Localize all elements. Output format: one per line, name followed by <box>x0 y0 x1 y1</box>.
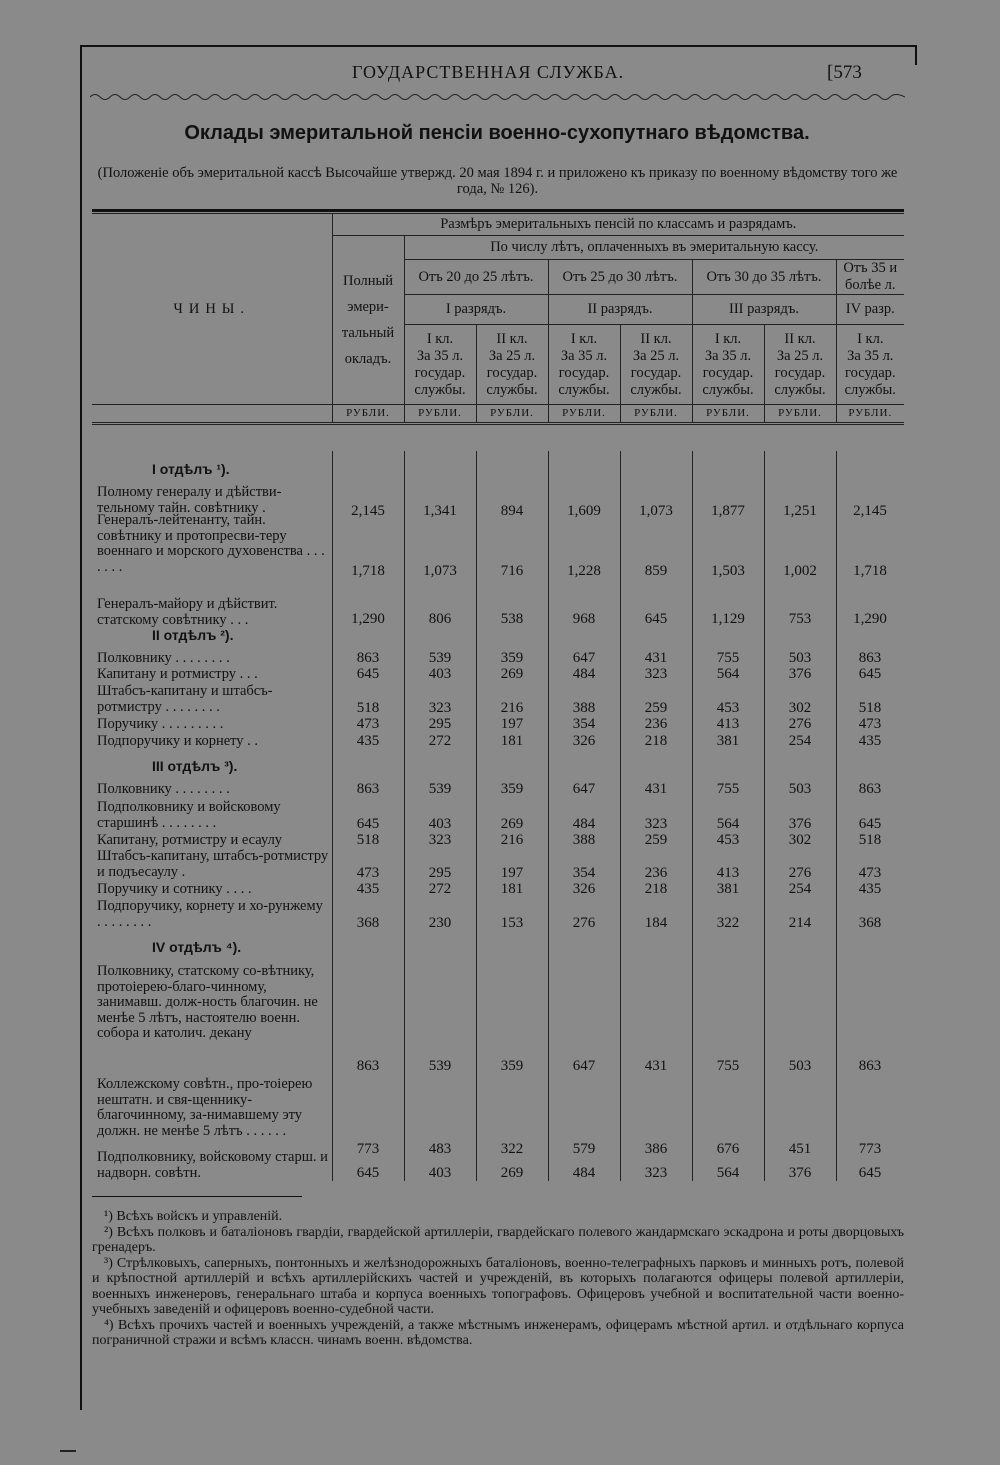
value-cell: 413 <box>716 716 740 732</box>
value-cell: 806 <box>428 611 452 627</box>
value-cell: 539 <box>428 781 452 797</box>
unit-label: РУБЛИ. <box>692 405 764 424</box>
value-cell: 322 <box>500 1141 524 1157</box>
rank-label: Подполковнику, войсковому старш. и надворн. совѣтн. <box>97 1149 328 1181</box>
margin-rule-right <box>915 45 917 65</box>
value-cell: 435 <box>356 733 380 749</box>
header-wavy-rule <box>90 92 905 102</box>
value-cell: 451 <box>788 1141 812 1157</box>
category-1: I разрядъ. <box>404 295 548 325</box>
unit-label: РУБЛИ. <box>764 405 836 424</box>
value-cell: 359 <box>500 1058 524 1074</box>
value-cell: 216 <box>500 700 524 716</box>
value-cell: 295 <box>428 865 452 881</box>
value-cell: 1,251 <box>783 503 817 519</box>
rank-label: Коллежскому совѣтн., про-тоіерею нештатн. и свя-щеннику-благочинному, за-нимавшему эту должн. не менѣе 5 лѣтъ . . . . . . <box>97 1076 313 1139</box>
value-cell: 1,718 <box>853 563 887 579</box>
value-cell: 259 <box>644 700 668 716</box>
value-cell: 564 <box>716 816 740 832</box>
value-cell: 863 <box>858 781 882 797</box>
value-cell: 1,002 <box>783 563 817 579</box>
value-cell: 323 <box>428 700 452 716</box>
value-cell: 503 <box>788 1058 812 1074</box>
value-cell: 276 <box>788 716 812 732</box>
value-cell: 1,129 <box>711 611 745 627</box>
class-cell <box>548 325 620 405</box>
rank-label: Полковнику, статскому со-вѣтнику, протоіерею-благо-чинному, занимавш. долж-ность благочин. не менѣе 5 лѣтъ, настоятелю военн. собора и католич. декану <box>97 963 318 1041</box>
rank-label: Подпоручику и корнету . . <box>97 733 259 749</box>
value-cell: 484 <box>572 1165 596 1181</box>
value-cell: 214 <box>788 915 812 931</box>
class-cell <box>692 325 764 405</box>
years-paid-header: По числу лѣтъ, оплаченныхъ въ эмеритальную кассу. <box>404 236 904 260</box>
value-cell: 645 <box>356 816 380 832</box>
value-cell: 376 <box>788 1165 812 1181</box>
value-cell: 326 <box>572 881 596 897</box>
value-cell: 197 <box>500 716 524 732</box>
value-cell: 322 <box>716 915 740 931</box>
category-3: III разрядъ. <box>692 295 836 325</box>
category-4: IV разр. <box>836 295 904 325</box>
value-cell: 539 <box>428 650 452 666</box>
value-cell: 473 <box>858 716 882 732</box>
value-cell: 431 <box>644 781 668 797</box>
value-cell: 435 <box>858 733 882 749</box>
service-label: За 35 л. государ. службы. <box>844 347 896 398</box>
value-cell: 381 <box>716 881 740 897</box>
value-cell: 153 <box>500 915 524 931</box>
service-label: За 25 л. государ. службы. <box>486 347 538 398</box>
value-cell: 755 <box>716 1058 740 1074</box>
value-cell: 269 <box>500 666 524 682</box>
value-cell: 197 <box>500 865 524 881</box>
period-25-30: Отъ 25 до 30 лѣтъ. <box>548 260 692 295</box>
value-cell: 755 <box>716 650 740 666</box>
value-cell: 483 <box>428 1141 452 1157</box>
value-cell: 716 <box>500 563 524 579</box>
rank-label: Поручику . . . . . . . . . <box>97 716 224 732</box>
rank-label: Капитану и ротмистру . . . <box>97 666 258 682</box>
value-cell: 1,877 <box>711 503 745 519</box>
value-cell: 1,073 <box>423 563 457 579</box>
value-cell: 435 <box>858 881 882 897</box>
value-cell: 863 <box>356 650 380 666</box>
value-cell: 859 <box>644 563 668 579</box>
class-label: I кл. <box>857 330 884 347</box>
page-subtitle: (Положеніе объ эмеритальной кассѣ Высочайше утвержд. 20 мая 1894 г. и приложено къ приказу по военному вѣдомству того же года, № 126). <box>97 165 898 197</box>
value-cell: 453 <box>716 832 740 848</box>
value-cell: 354 <box>572 865 596 881</box>
value-cell: 645 <box>858 666 882 682</box>
margin-rule-left <box>80 45 82 1410</box>
service-label: За 25 л. государ. службы. <box>774 347 826 398</box>
value-cell: 1,290 <box>853 611 887 627</box>
value-cell: 276 <box>572 915 596 931</box>
value-cell: 403 <box>428 666 452 682</box>
value-cell: 645 <box>356 1165 380 1181</box>
value-cell: 968 <box>572 611 596 627</box>
value-cell: 894 <box>500 503 524 519</box>
value-cell: 647 <box>572 1058 596 1074</box>
value-cell: 218 <box>644 881 668 897</box>
value-cell: 1,290 <box>351 611 385 627</box>
footnote: ³) Стрѣлковыхъ, саперныхъ, понтонныхъ и желѣзнодорожныхъ баталіоновъ, военно-телеграфныхъ парковъ и минныхъ ротъ, полевой и крѣпостной артиллерій и всѣхъ артиллерійскихъ частей и учрежденій, въ которыхъ полагаются офицеры полевой артиллеріи, военныхъ инженеровъ, генеральнаго штаба и корпуса военныхъ топографовъ. Офицеровъ учебной и воспитательной части военно-учебныхъ заведеній и офицеровъ военно-судебной части. <box>92 1255 904 1317</box>
value-cell: 564 <box>716 666 740 682</box>
value-cell: 181 <box>500 733 524 749</box>
value-cell: 473 <box>858 865 882 881</box>
value-cell: 645 <box>858 1165 882 1181</box>
class-cell <box>836 325 904 405</box>
class-label: II кл. <box>496 330 528 347</box>
section-title: IV отдѣлъ ⁴). <box>152 939 242 955</box>
value-cell: 1,503 <box>711 563 745 579</box>
value-cell: 755 <box>716 781 740 797</box>
value-cell: 302 <box>788 700 812 716</box>
title-rule <box>92 209 904 212</box>
rank-label: Подпоручику, корнету и хо-рунжему . . . . . . . . <box>97 898 323 930</box>
section-title: I отдѣлъ ¹). <box>152 461 230 477</box>
value-cell: 236 <box>644 865 668 881</box>
footnote: ⁴) Всѣхъ прочихъ частей и военныхъ учрежденій, а также мѣстнымъ инженерамъ, офицерамъ мѣстной артил. и отдѣльнаго корпуса пограничной стражи и всѣмъ классн. чинамъ военн. вѣдомства. <box>92 1317 904 1348</box>
rank-label: Штабсъ-капитану, штабсъ-ротмистру и подъесаулу . <box>97 848 329 880</box>
value-cell: 518 <box>356 832 380 848</box>
value-cell: 518 <box>858 700 882 716</box>
value-cell: 376 <box>788 816 812 832</box>
value-cell: 230 <box>428 915 452 931</box>
value-cell: 259 <box>644 832 668 848</box>
section-title: II отдѣлъ ²). <box>152 627 234 643</box>
running-title: ГОУДАРСТВЕННАЯ СЛУЖБА. <box>352 62 625 82</box>
value-cell: 181 <box>500 881 524 897</box>
value-cell: 326 <box>572 733 596 749</box>
value-cell: 518 <box>356 700 380 716</box>
value-cell: 403 <box>428 1165 452 1181</box>
unit-label: РУБЛИ. <box>620 405 692 424</box>
value-cell: 323 <box>428 832 452 848</box>
value-cell: 413 <box>716 865 740 881</box>
footnote-rule <box>92 1196 302 1197</box>
value-cell: 503 <box>788 650 812 666</box>
value-cell: 484 <box>572 816 596 832</box>
value-cell: 368 <box>356 915 380 931</box>
page-number: [573 <box>827 62 862 83</box>
page-header <box>82 62 912 86</box>
value-cell: 538 <box>500 611 524 627</box>
value-cell: 863 <box>858 1058 882 1074</box>
period-35-more: Отъ 35 и болѣе л. <box>836 260 904 295</box>
value-cell: 539 <box>428 1058 452 1074</box>
rank-label: Генералъ-майору и дѣйствит. статскому совѣтнику . . . <box>97 596 278 628</box>
table-header <box>92 213 904 425</box>
unit-label: РУБЛИ. <box>404 405 476 424</box>
class-label: II кл. <box>784 330 816 347</box>
value-cell: 431 <box>644 650 668 666</box>
value-cell: 323 <box>644 666 668 682</box>
margin-rule-top <box>80 45 915 47</box>
category-2: II разрядъ. <box>548 295 692 325</box>
footnotes <box>92 1209 904 1349</box>
value-cell: 647 <box>572 650 596 666</box>
value-cell: 473 <box>356 865 380 881</box>
period-20-25: Отъ 20 до 25 лѣтъ. <box>404 260 548 295</box>
value-cell: 276 <box>788 865 812 881</box>
value-cell: 359 <box>500 781 524 797</box>
value-cell: 216 <box>500 832 524 848</box>
footnote: ¹) Всѣхъ войскъ и управленій. <box>104 1209 283 1224</box>
table-body <box>92 451 904 1181</box>
rank-label: Капитану, ротмистру и есаулу <box>97 832 283 848</box>
value-cell: 354 <box>572 716 596 732</box>
value-cell: 272 <box>428 881 452 897</box>
full-salary-header: Полный эмери-тальный окладъ. <box>332 236 404 405</box>
corner-mark <box>60 1450 76 1452</box>
value-cell: 302 <box>788 832 812 848</box>
unit-label: РУБЛИ. <box>836 405 904 424</box>
value-cell: 2,145 <box>853 503 887 519</box>
value-cell: 323 <box>644 1165 668 1181</box>
value-cell: 388 <box>572 832 596 848</box>
value-cell: 503 <box>788 781 812 797</box>
value-cell: 1,228 <box>567 563 601 579</box>
value-cell: 431 <box>644 1058 668 1074</box>
value-cell: 272 <box>428 733 452 749</box>
value-cell: 236 <box>644 716 668 732</box>
rank-label: Полковнику . . . . . . . . <box>97 650 230 666</box>
rank-label: Поручику и сотнику . . . . <box>97 881 252 897</box>
value-cell: 647 <box>572 781 596 797</box>
service-label: За 35 л. государ. службы. <box>558 347 610 398</box>
value-cell: 435 <box>356 881 380 897</box>
value-cell: 579 <box>572 1141 596 1157</box>
value-cell: 645 <box>644 611 668 627</box>
class-cell <box>476 325 548 405</box>
value-cell: 484 <box>572 666 596 682</box>
value-cell: 473 <box>356 716 380 732</box>
value-cell: 359 <box>500 650 524 666</box>
value-cell: 254 <box>788 881 812 897</box>
class-label: I кл. <box>570 330 598 347</box>
service-label: За 25 л. государ. службы. <box>630 347 682 398</box>
value-cell: 269 <box>500 816 524 832</box>
value-cell: 368 <box>858 915 882 931</box>
rank-label: Генералъ-лейтенанту, тайн. совѣтнику и протопресви-теру военнаго и морского духовенства . . . . . . . <box>97 512 325 575</box>
value-cell: 218 <box>644 733 668 749</box>
class-label: I кл. <box>426 330 454 347</box>
value-cell: 753 <box>788 611 812 627</box>
class-cell <box>764 325 836 405</box>
value-cell: 518 <box>858 832 882 848</box>
value-cell: 403 <box>428 816 452 832</box>
value-cell: 2,145 <box>351 503 385 519</box>
unit-spacer <box>92 405 332 424</box>
rank-label: Подполковнику и войсковому старшинѣ . . . . . . . . <box>97 799 281 831</box>
value-cell: 645 <box>356 666 380 682</box>
value-cell: 453 <box>716 700 740 716</box>
class-label: II кл. <box>640 330 672 347</box>
ranks-header: ЧИНЫ. <box>92 214 332 405</box>
value-cell: 1,609 <box>567 503 601 519</box>
section-title: III отдѣлъ ³). <box>152 758 238 774</box>
value-cell: 863 <box>858 650 882 666</box>
value-cell: 863 <box>356 1058 380 1074</box>
value-cell: 564 <box>716 1165 740 1181</box>
value-cell: 254 <box>788 733 812 749</box>
value-cell: 1,718 <box>351 563 385 579</box>
footnote: ²) Всѣхъ полковъ и баталіоновъ гвардіи, гвардейской артиллеріи, гвардейскаго полевого жандармскаго эскадрона и роты дворцовыхъ гренадеръ. <box>92 1224 904 1255</box>
service-label: За 35 л. государ. службы. <box>702 347 754 398</box>
service-label: За 35 л. государ. службы. <box>414 347 466 398</box>
value-cell: 773 <box>858 1141 882 1157</box>
value-cell: 676 <box>716 1141 740 1157</box>
unit-label: РУБЛИ. <box>332 405 404 424</box>
value-cell: 386 <box>644 1141 668 1157</box>
value-cell: 269 <box>500 1165 524 1181</box>
period-30-35: Отъ 30 до 35 лѣтъ. <box>692 260 836 295</box>
value-cell: 184 <box>644 915 668 931</box>
value-cell: 376 <box>788 666 812 682</box>
pension-size-header: Размѣръ эмеритальныхъ пенсій по классамъ и разрядамъ. <box>332 214 904 236</box>
class-label: I кл. <box>714 330 742 347</box>
value-cell: 1,073 <box>639 503 673 519</box>
value-cell: 323 <box>644 816 668 832</box>
page-title: Оклады эмеритальной пенсіи военно-сухопутнаго вѣдомства. <box>184 122 810 144</box>
rank-label: Полковнику . . . . . . . . <box>97 781 230 797</box>
value-cell: 381 <box>716 733 740 749</box>
rank-label: Полному генералу и дѣйстви-тельному тайн. совѣтнику . <box>97 484 282 516</box>
unit-label: РУБЛИ. <box>476 405 548 424</box>
unit-label: РУБЛИ. <box>548 405 620 424</box>
value-cell: 773 <box>356 1141 380 1157</box>
value-cell: 388 <box>572 700 596 716</box>
class-cell <box>404 325 476 405</box>
value-cell: 645 <box>858 816 882 832</box>
class-cell <box>620 325 692 405</box>
value-cell: 295 <box>428 716 452 732</box>
rank-label: Штабсъ-капитану и штабсъ-ротмистру . . . . . . . . <box>97 683 273 715</box>
value-cell: 863 <box>356 781 380 797</box>
value-cell: 1,341 <box>423 503 457 519</box>
